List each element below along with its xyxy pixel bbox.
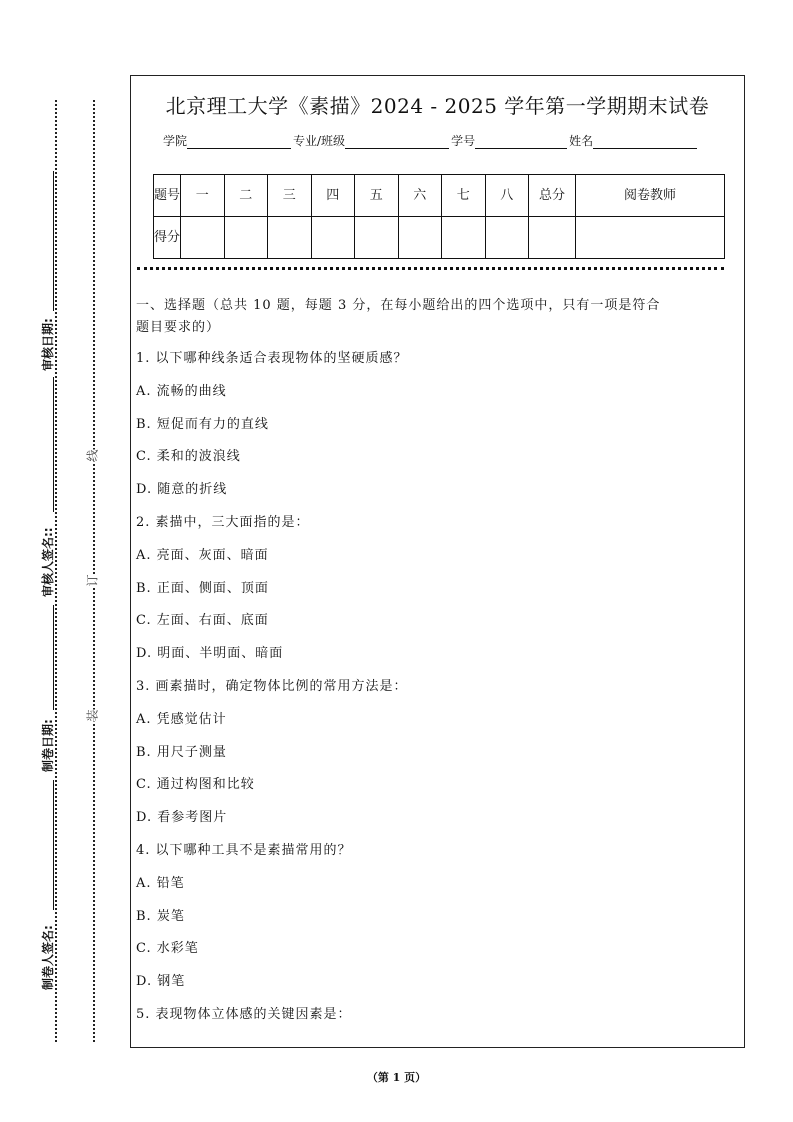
col-header: 总分 (529, 175, 576, 217)
name-field[interactable] (593, 134, 697, 149)
col-header: 二 (224, 175, 268, 217)
reviewer-date-label: 审核日期: (40, 318, 55, 371)
answer-option[interactable]: C. 通过构图和比较 (136, 777, 255, 793)
answer-option[interactable]: A. 铅笔 (136, 875, 185, 891)
col-header: 八 (485, 175, 529, 217)
exam-title: 北京理工大学《素描》2024 - 2025 学年第一学期期末试卷 (165, 94, 710, 118)
question-stem: 4. 以下哪种工具不是素描常用的？ (136, 843, 352, 858)
score-cell[interactable] (485, 217, 529, 259)
maker-sign-label: 制卷人签名: (40, 925, 55, 990)
col-header: 一 (181, 175, 225, 217)
maker-date-label: 制卷日期: (40, 719, 55, 772)
college-label: 学院 (163, 134, 188, 148)
question-stem: 2. 素描中，三大面指的是： (136, 515, 310, 530)
col-header: 七 (442, 175, 486, 217)
binding-mark-ding: 订 (85, 574, 100, 587)
score-cell[interactable] (311, 217, 355, 259)
binding-mark-zhuang: 装 (85, 709, 100, 722)
question-stem: 1. 以下哪种线条适合表现物体的坚硬质感？ (136, 351, 408, 366)
score-cell[interactable] (355, 217, 399, 259)
col-header: 四 (311, 175, 355, 217)
page-number: （第 1 页） (366, 1071, 427, 1084)
binding-mark-line: 线 (85, 449, 100, 462)
student-id-label: 学号 (451, 134, 476, 148)
table-row (154, 175, 725, 217)
reviewer-sign-label: 审核人签名:: (40, 527, 55, 597)
col-header: 三 (268, 175, 312, 217)
section-header-cont: 题目要求的） (136, 320, 221, 335)
separator-dotted-line (137, 267, 724, 270)
student-id-field[interactable] (475, 134, 567, 149)
answer-option[interactable]: C. 水彩笔 (136, 941, 199, 957)
maker-date-line (41, 605, 54, 710)
question-stem: 3. 画素描时，确定物体比例的常用方法是： (136, 679, 408, 694)
score-cell[interactable] (576, 217, 725, 259)
answer-option[interactable]: B. 短促而有力的直线 (136, 416, 269, 432)
row-header: 得分 (154, 217, 181, 259)
college-field[interactable] (187, 134, 291, 149)
answer-option[interactable]: D. 看参考图片 (136, 810, 228, 826)
score-cell[interactable] (181, 217, 225, 259)
name-label: 姓名 (569, 134, 594, 148)
answer-option[interactable]: D. 钢笔 (136, 974, 186, 990)
table-row (154, 217, 725, 259)
answer-option[interactable]: C. 左面、右面、底面 (136, 613, 269, 629)
answer-option[interactable]: B. 炭笔 (136, 908, 185, 924)
binding-dotted-line-inner (93, 100, 95, 1042)
major-field[interactable] (345, 134, 449, 149)
col-header: 五 (355, 175, 399, 217)
reviewer-date-line (41, 171, 54, 311)
answer-option[interactable]: A. 亮面、灰面、暗面 (136, 547, 269, 563)
major-label: 专业/班级 (293, 134, 346, 148)
question-stem: 5. 表现物体立体感的关键因素是： (136, 1007, 352, 1022)
score-cell[interactable] (224, 217, 268, 259)
binding-signature-column (38, 100, 56, 1040)
score-cell[interactable] (398, 217, 442, 259)
answer-option[interactable]: A. 流畅的曲线 (136, 383, 227, 399)
col-header: 阅卷教师 (576, 175, 725, 217)
score-table (153, 174, 725, 259)
score-cell[interactable] (442, 217, 486, 259)
answer-option[interactable]: C. 柔和的波浪线 (136, 449, 241, 465)
row-header: 题号 (154, 175, 181, 217)
student-info (163, 132, 699, 149)
answer-option[interactable]: B. 用尺子测量 (136, 744, 227, 760)
maker-sign-line (41, 780, 54, 910)
reviewer-sign-line (41, 377, 54, 512)
score-cell[interactable] (529, 217, 576, 259)
answer-option[interactable]: D. 随意的折线 (136, 482, 228, 498)
section-header: 一、选择题（总共 10 题，每题 3 分，在每小题给出的四个选项中，只有一项是符合 (136, 298, 661, 313)
exam-frame (130, 75, 745, 1048)
answer-option[interactable]: B. 正面、侧面、顶面 (136, 580, 269, 596)
col-header: 六 (398, 175, 442, 217)
answer-option[interactable]: D. 明面、半明面、暗面 (136, 646, 284, 662)
score-cell[interactable] (268, 217, 312, 259)
answer-option[interactable]: A. 凭感觉估计 (136, 711, 227, 727)
